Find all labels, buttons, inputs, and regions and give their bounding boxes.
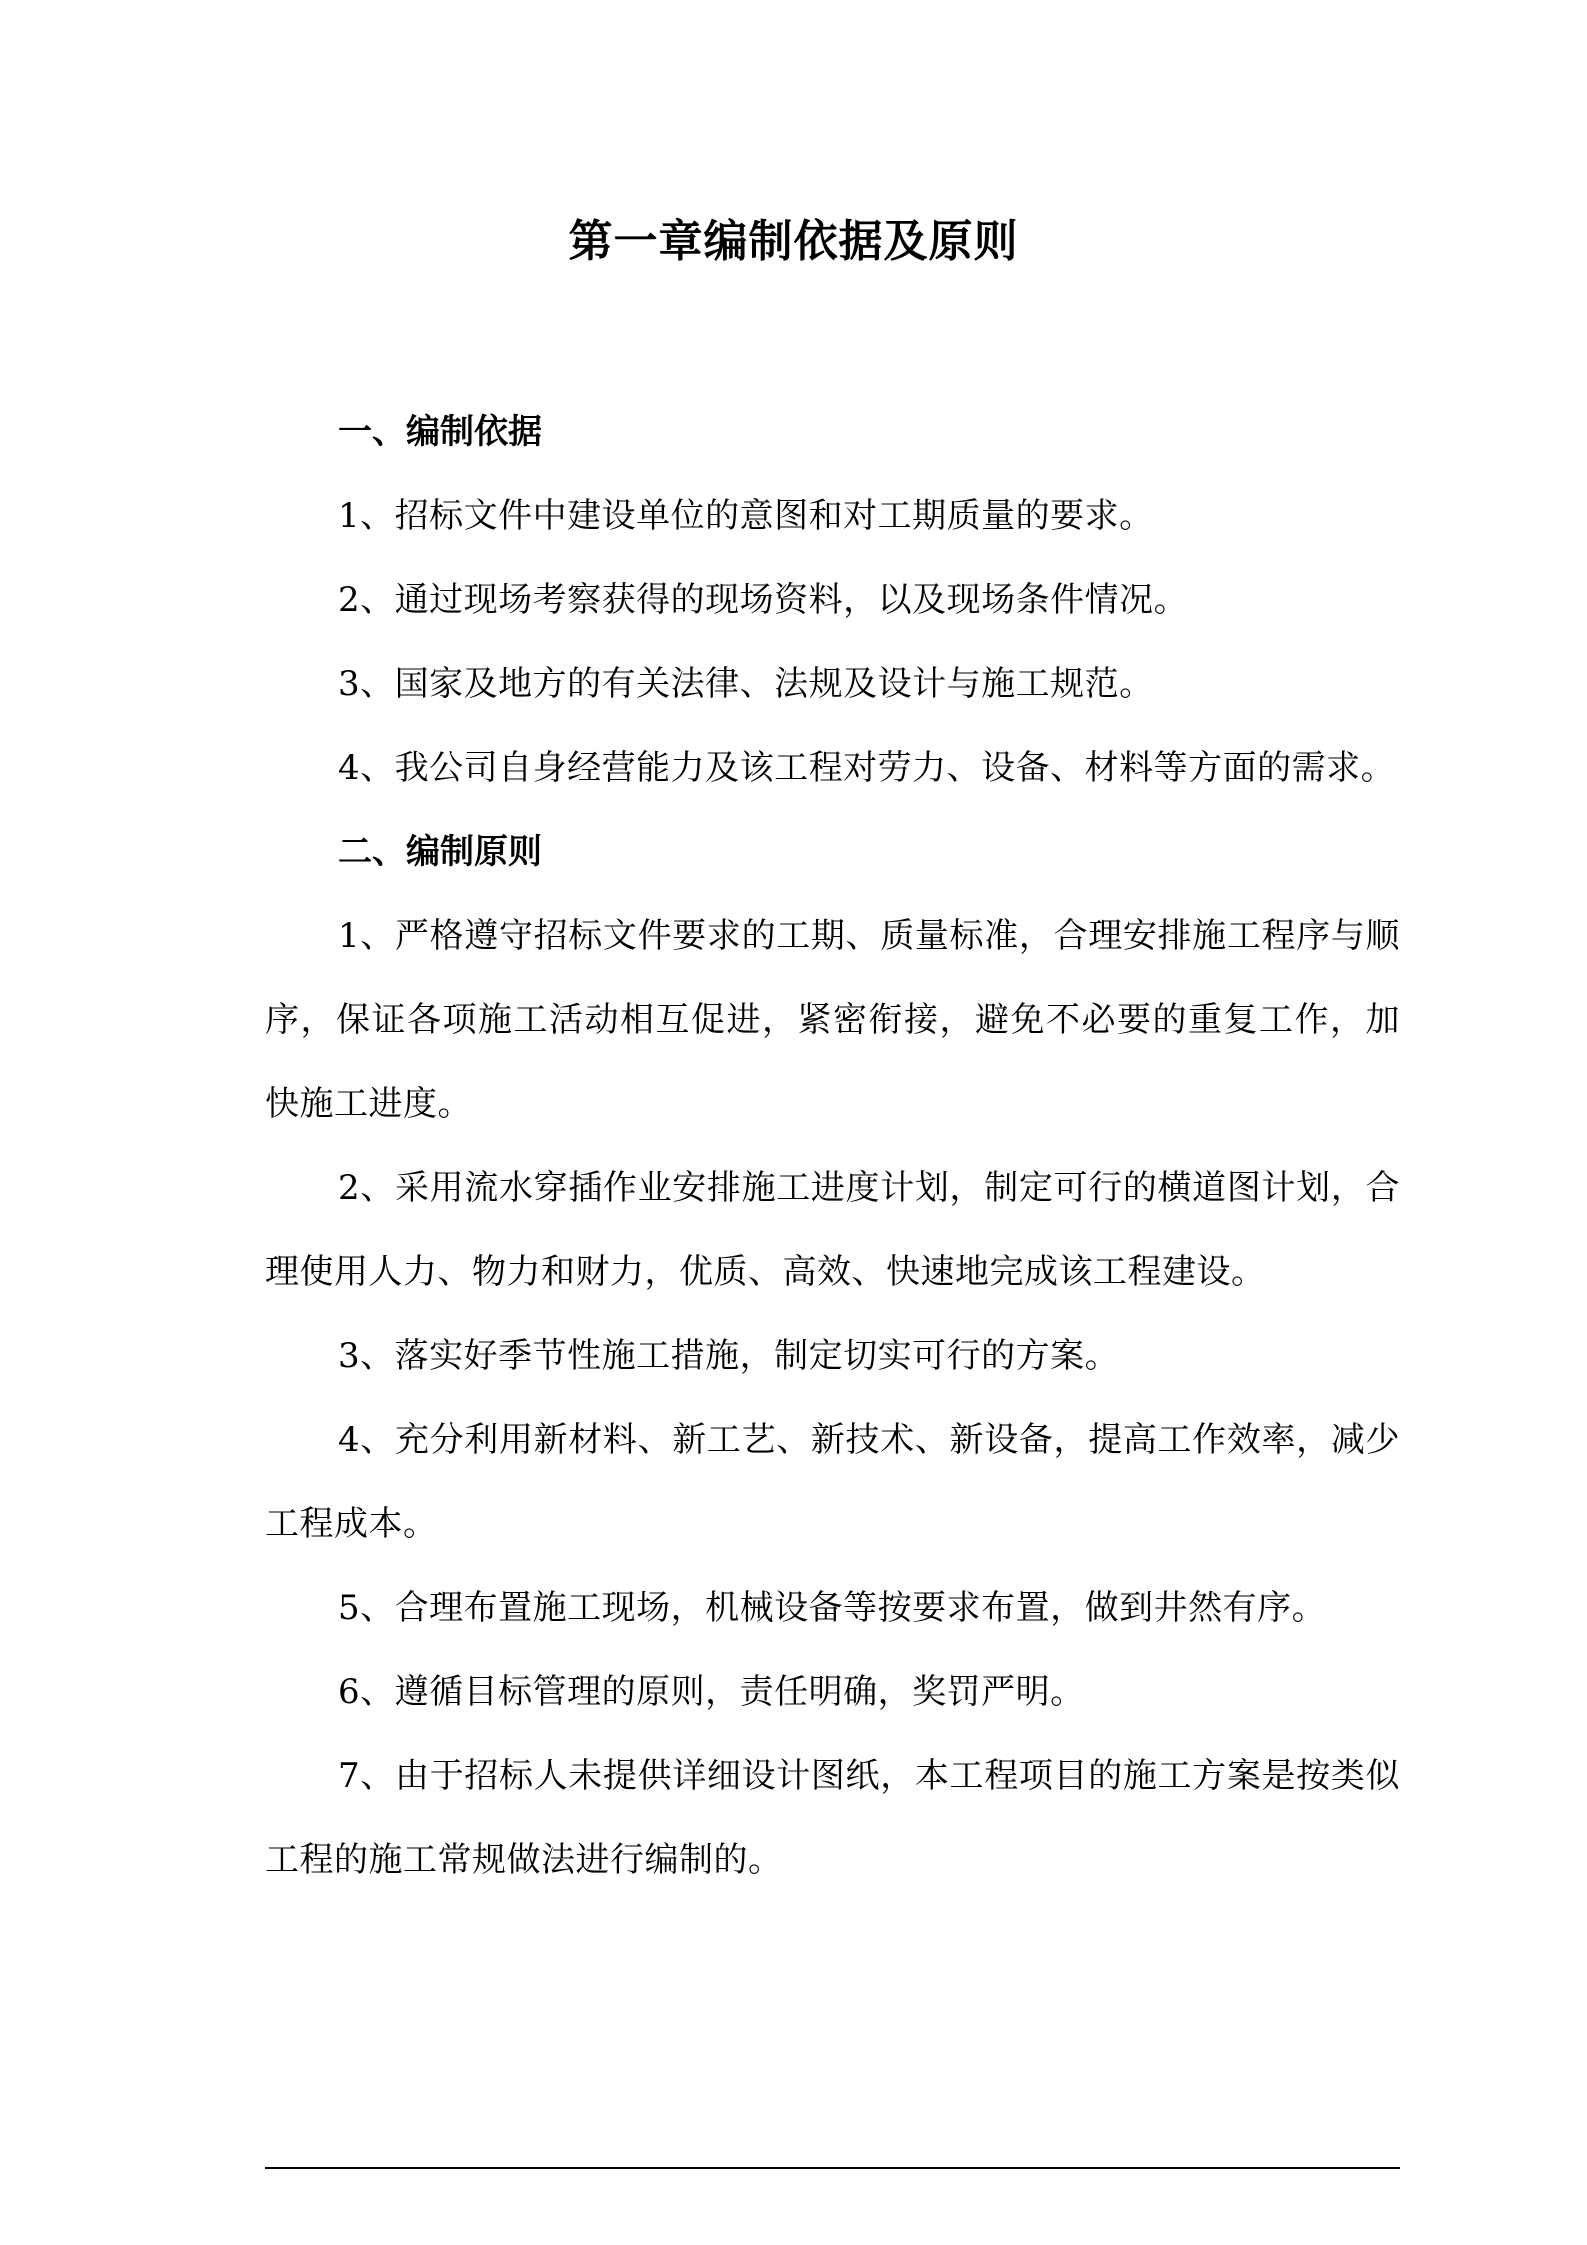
basis-item-2: 2、通过现场考察获得的现场资料，以及现场条件情况。 — [338, 580, 1189, 620]
principle-item-1: 1、严格遵守招标文件要求的工期、质量标准，合理安排施工程序与顺序，保证各项施工活动相互促进，紧密衔接，避免不必要的重复工作，加快施工进度。 — [265, 916, 1400, 1124]
principle-item-2: 2、采用流水穿插作业安排施工进度计划，制定可行的横道图计划，合理使用人力、物力和财力，优质、高效、快速地完成该工程建设。 — [265, 1168, 1400, 1292]
principle-item-5: 5、合理布置施工现场，机械设备等按要求布置，做到井然有序。 — [338, 1588, 1327, 1628]
principle-item-3: 3、落实好季节性施工措施，制定切实可行的方案。 — [338, 1336, 1120, 1376]
basis-item-4: 4、我公司自身经营能力及该工程对劳力、设备、材料等方面的需求。 — [338, 748, 1396, 788]
document-body — [265, 390, 1400, 1902]
footer-divider — [265, 2167, 1400, 2169]
section-heading-basis: 一、编制依据 — [338, 412, 542, 452]
principle-item-7: 7、由于招标人未提供详细设计图纸，本工程项目的施工方案是按类似工程的施工常规做法进行编制的。 — [265, 1756, 1400, 1880]
basis-item-3: 3、国家及地方的有关法律、法规及设计与施工规范。 — [338, 664, 1154, 704]
principle-item-4: 4、充分利用新材料、新工艺、新技术、新设备，提高工作效率，减少工程成本。 — [265, 1420, 1400, 1544]
section-heading-principles: 二、编制原则 — [338, 832, 542, 872]
principle-item-6: 6、遵循目标管理的原则，责任明确，奖罚严明。 — [338, 1672, 1085, 1712]
chapter-title: 第一章编制依据及原则 — [568, 216, 1019, 267]
basis-item-1: 1、招标文件中建设单位的意图和对工期质量的要求。 — [338, 496, 1154, 536]
